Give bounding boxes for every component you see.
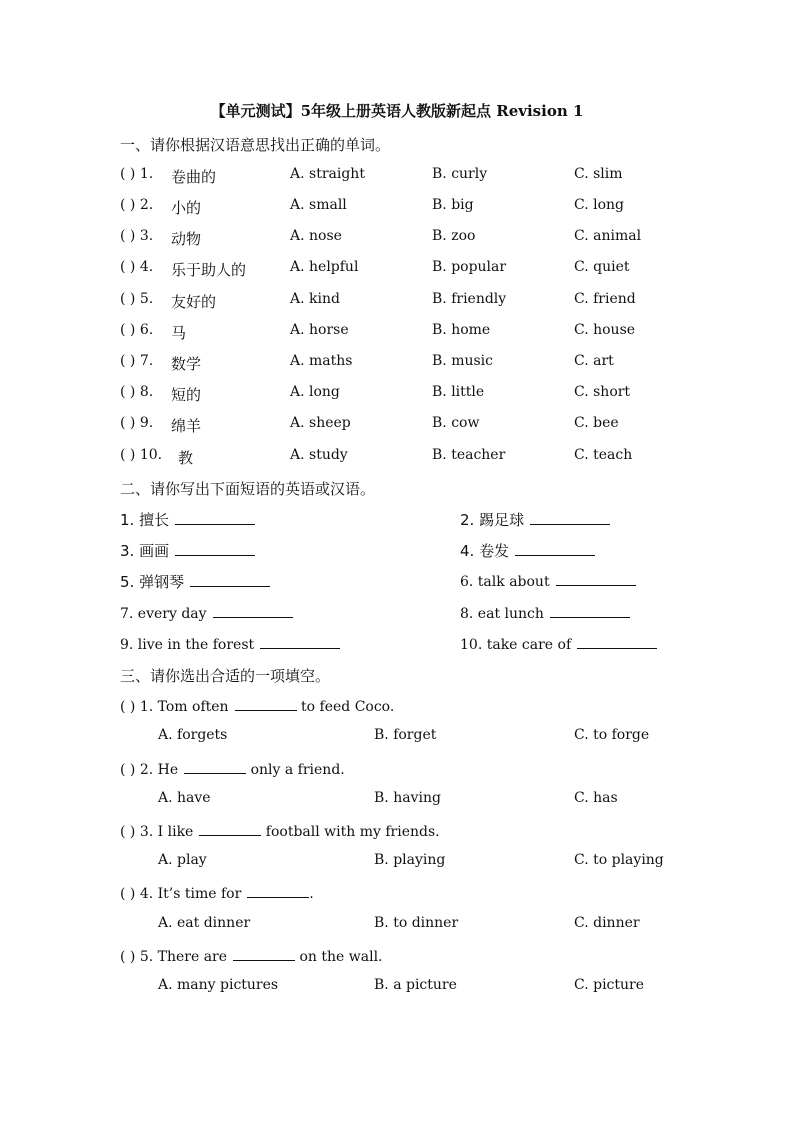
section-1-heading: 一、请你根据汉语意思找出正确的单词。 — [120, 136, 391, 154]
chinese-word: 短的 — [171, 386, 202, 404]
question-stem: ( ) 4. It’s time for — [120, 886, 242, 902]
phrase — [460, 603, 630, 622]
option-c: C. art — [574, 353, 614, 369]
option-b: B. forget — [374, 727, 437, 743]
chinese-word: 友好的 — [171, 293, 217, 311]
phrase-text: 9. live in the forest — [120, 637, 255, 653]
phrase-text: 8. eat lunch — [460, 606, 544, 622]
list-item — [0, 447, 794, 471]
phrase-text: 3. 画画 — [120, 542, 170, 560]
list-item — [0, 291, 794, 315]
chinese-word: 绵羊 — [171, 417, 202, 435]
option-b: B. playing — [374, 852, 446, 868]
option-a: A. maths — [290, 353, 353, 369]
phrase — [120, 603, 293, 622]
option-b: B. home — [432, 322, 491, 338]
option-c: C. bee — [574, 415, 619, 431]
options-row — [0, 915, 794, 939]
option-a: A. play — [158, 852, 207, 868]
phrase — [460, 571, 636, 590]
question — [0, 821, 794, 845]
phrase-text: 10. take care of — [460, 637, 572, 653]
option-a: A. have — [158, 790, 211, 806]
option-c: C. house — [574, 322, 636, 338]
section-2-heading: 二、请你写出下面短语的英语或汉语。 — [120, 480, 376, 498]
option-a: A. helpful — [290, 259, 359, 275]
question-stem: ( ) 2. He — [120, 762, 179, 778]
chinese-word: 卷曲的 — [171, 168, 217, 186]
option-a: A. study — [290, 447, 348, 463]
page-title: 【单元测试】5年级上册英语人教版新起点 Revision 1 — [210, 102, 584, 120]
option-a: A. kind — [290, 291, 340, 307]
option-a: A. long — [290, 384, 340, 400]
question-end: football with my friends. — [265, 824, 440, 840]
option-a: A. nose — [290, 228, 342, 244]
option-b: B. curly — [432, 166, 488, 182]
item-number: ( ) 10. — [120, 447, 163, 463]
answer-blank[interactable] — [233, 946, 295, 961]
question-end: only a friend. — [250, 762, 345, 778]
question — [0, 946, 794, 970]
list-item — [0, 197, 794, 221]
list-item — [0, 384, 794, 408]
options-row — [0, 727, 794, 751]
item-number: ( ) 1. — [120, 166, 154, 182]
answer-blank[interactable] — [247, 883, 309, 898]
question-text — [120, 821, 440, 840]
option-b: B. teacher — [432, 447, 506, 463]
option-c: C. animal — [574, 228, 642, 244]
chinese-word: 马 — [171, 324, 187, 342]
chinese-word: 乐于助人的 — [171, 261, 247, 279]
option-b: B. big — [432, 197, 474, 213]
item-number: ( ) 4. — [120, 259, 154, 275]
answer-blank[interactable] — [213, 603, 293, 618]
question-text — [120, 696, 394, 715]
list-item — [0, 259, 794, 283]
answer-blank[interactable] — [556, 571, 636, 586]
option-b: B. cow — [432, 415, 480, 431]
question-stem: ( ) 5. There are — [120, 949, 228, 965]
list-item — [0, 353, 794, 377]
chinese-word: 数学 — [171, 355, 202, 373]
chinese-word: 教 — [178, 449, 194, 467]
item-number: ( ) 7. — [120, 353, 154, 369]
answer-blank[interactable] — [530, 510, 610, 525]
option-a: A. many pictures — [158, 977, 279, 993]
list-item — [0, 322, 794, 346]
chinese-word: 小的 — [171, 199, 202, 217]
option-c: C. to playing — [574, 852, 664, 868]
question — [0, 696, 794, 720]
item-number: ( ) 8. — [120, 384, 154, 400]
list-item — [0, 228, 794, 252]
option-c: C. slim — [574, 166, 623, 182]
phrase — [120, 540, 255, 561]
item-number: ( ) 9. — [120, 415, 154, 431]
phrase-text: 5. 弹钢琴 — [120, 573, 185, 591]
question-text — [120, 759, 345, 778]
option-a: A. forgets — [158, 727, 228, 743]
phrase — [460, 509, 610, 530]
question-stem: ( ) 3. I like — [120, 824, 194, 840]
phrase-text: 1. 擅长 — [120, 511, 170, 529]
option-c: C. teach — [574, 447, 633, 463]
item-number: ( ) 2. — [120, 197, 154, 213]
option-a: A. eat dinner — [158, 915, 251, 931]
phrase — [460, 540, 595, 561]
list-item — [0, 166, 794, 190]
phrase — [460, 634, 657, 653]
option-c: C. has — [574, 790, 618, 806]
option-a: A. small — [290, 197, 347, 213]
list-item — [0, 634, 794, 658]
phrase-text: 6. talk about — [460, 574, 550, 590]
option-a: A. straight — [290, 166, 365, 182]
answer-blank[interactable] — [515, 541, 595, 556]
answer-blank[interactable] — [260, 634, 340, 649]
list-item — [0, 540, 794, 564]
list-item — [0, 509, 794, 533]
option-b: B. popular — [432, 259, 507, 275]
options-row — [0, 790, 794, 814]
option-b: B. friendly — [432, 291, 507, 307]
list-item — [0, 603, 794, 627]
section-3-heading: 三、请你选出合适的一项填空。 — [120, 667, 331, 685]
answer-blank[interactable] — [199, 821, 261, 836]
option-a: A. sheep — [290, 415, 351, 431]
list-item — [0, 571, 794, 595]
question-end: to feed Coco. — [301, 699, 395, 715]
question-text — [120, 883, 314, 902]
question-text — [120, 946, 383, 965]
answer-blank[interactable] — [184, 759, 246, 774]
item-number: ( ) 3. — [120, 228, 154, 244]
options-row — [0, 977, 794, 1001]
item-number: ( ) 5. — [120, 291, 154, 307]
phrase-text: 7. every day — [120, 606, 207, 622]
phrase — [120, 509, 255, 530]
answer-blank[interactable] — [190, 572, 270, 587]
answer-blank[interactable] — [550, 603, 630, 618]
answer-blank[interactable] — [175, 541, 255, 556]
option-b: B. zoo — [432, 228, 476, 244]
phrase-text: 2. 踢足球 — [460, 511, 525, 529]
question-end: . — [309, 886, 314, 902]
options-row — [0, 852, 794, 876]
phrase — [120, 571, 270, 592]
question-stem: ( ) 1. Tom often — [120, 699, 229, 715]
item-number: ( ) 6. — [120, 322, 154, 338]
option-c: C. friend — [574, 291, 636, 307]
option-b: B. a picture — [374, 977, 457, 993]
option-c: C. to forge — [574, 727, 650, 743]
question-end: on the wall. — [299, 949, 383, 965]
question — [0, 883, 794, 907]
option-c: C. picture — [574, 977, 645, 993]
option-b: B. music — [432, 353, 493, 369]
answer-blank[interactable] — [175, 510, 255, 525]
option-c: C. short — [574, 384, 631, 400]
option-c: C. long — [574, 197, 624, 213]
option-b: B. having — [374, 790, 441, 806]
phrase-text: 4. 卷发 — [460, 542, 510, 560]
option-c: C. quiet — [574, 259, 630, 275]
question — [0, 759, 794, 783]
answer-blank[interactable] — [577, 634, 657, 649]
list-item — [0, 415, 794, 439]
option-b: B. to dinner — [374, 915, 459, 931]
option-b: B. little — [432, 384, 485, 400]
option-a: A. horse — [290, 322, 349, 338]
chinese-word: 动物 — [171, 230, 202, 248]
option-c: C. dinner — [574, 915, 640, 931]
answer-blank[interactable] — [235, 696, 297, 711]
phrase — [120, 634, 340, 653]
